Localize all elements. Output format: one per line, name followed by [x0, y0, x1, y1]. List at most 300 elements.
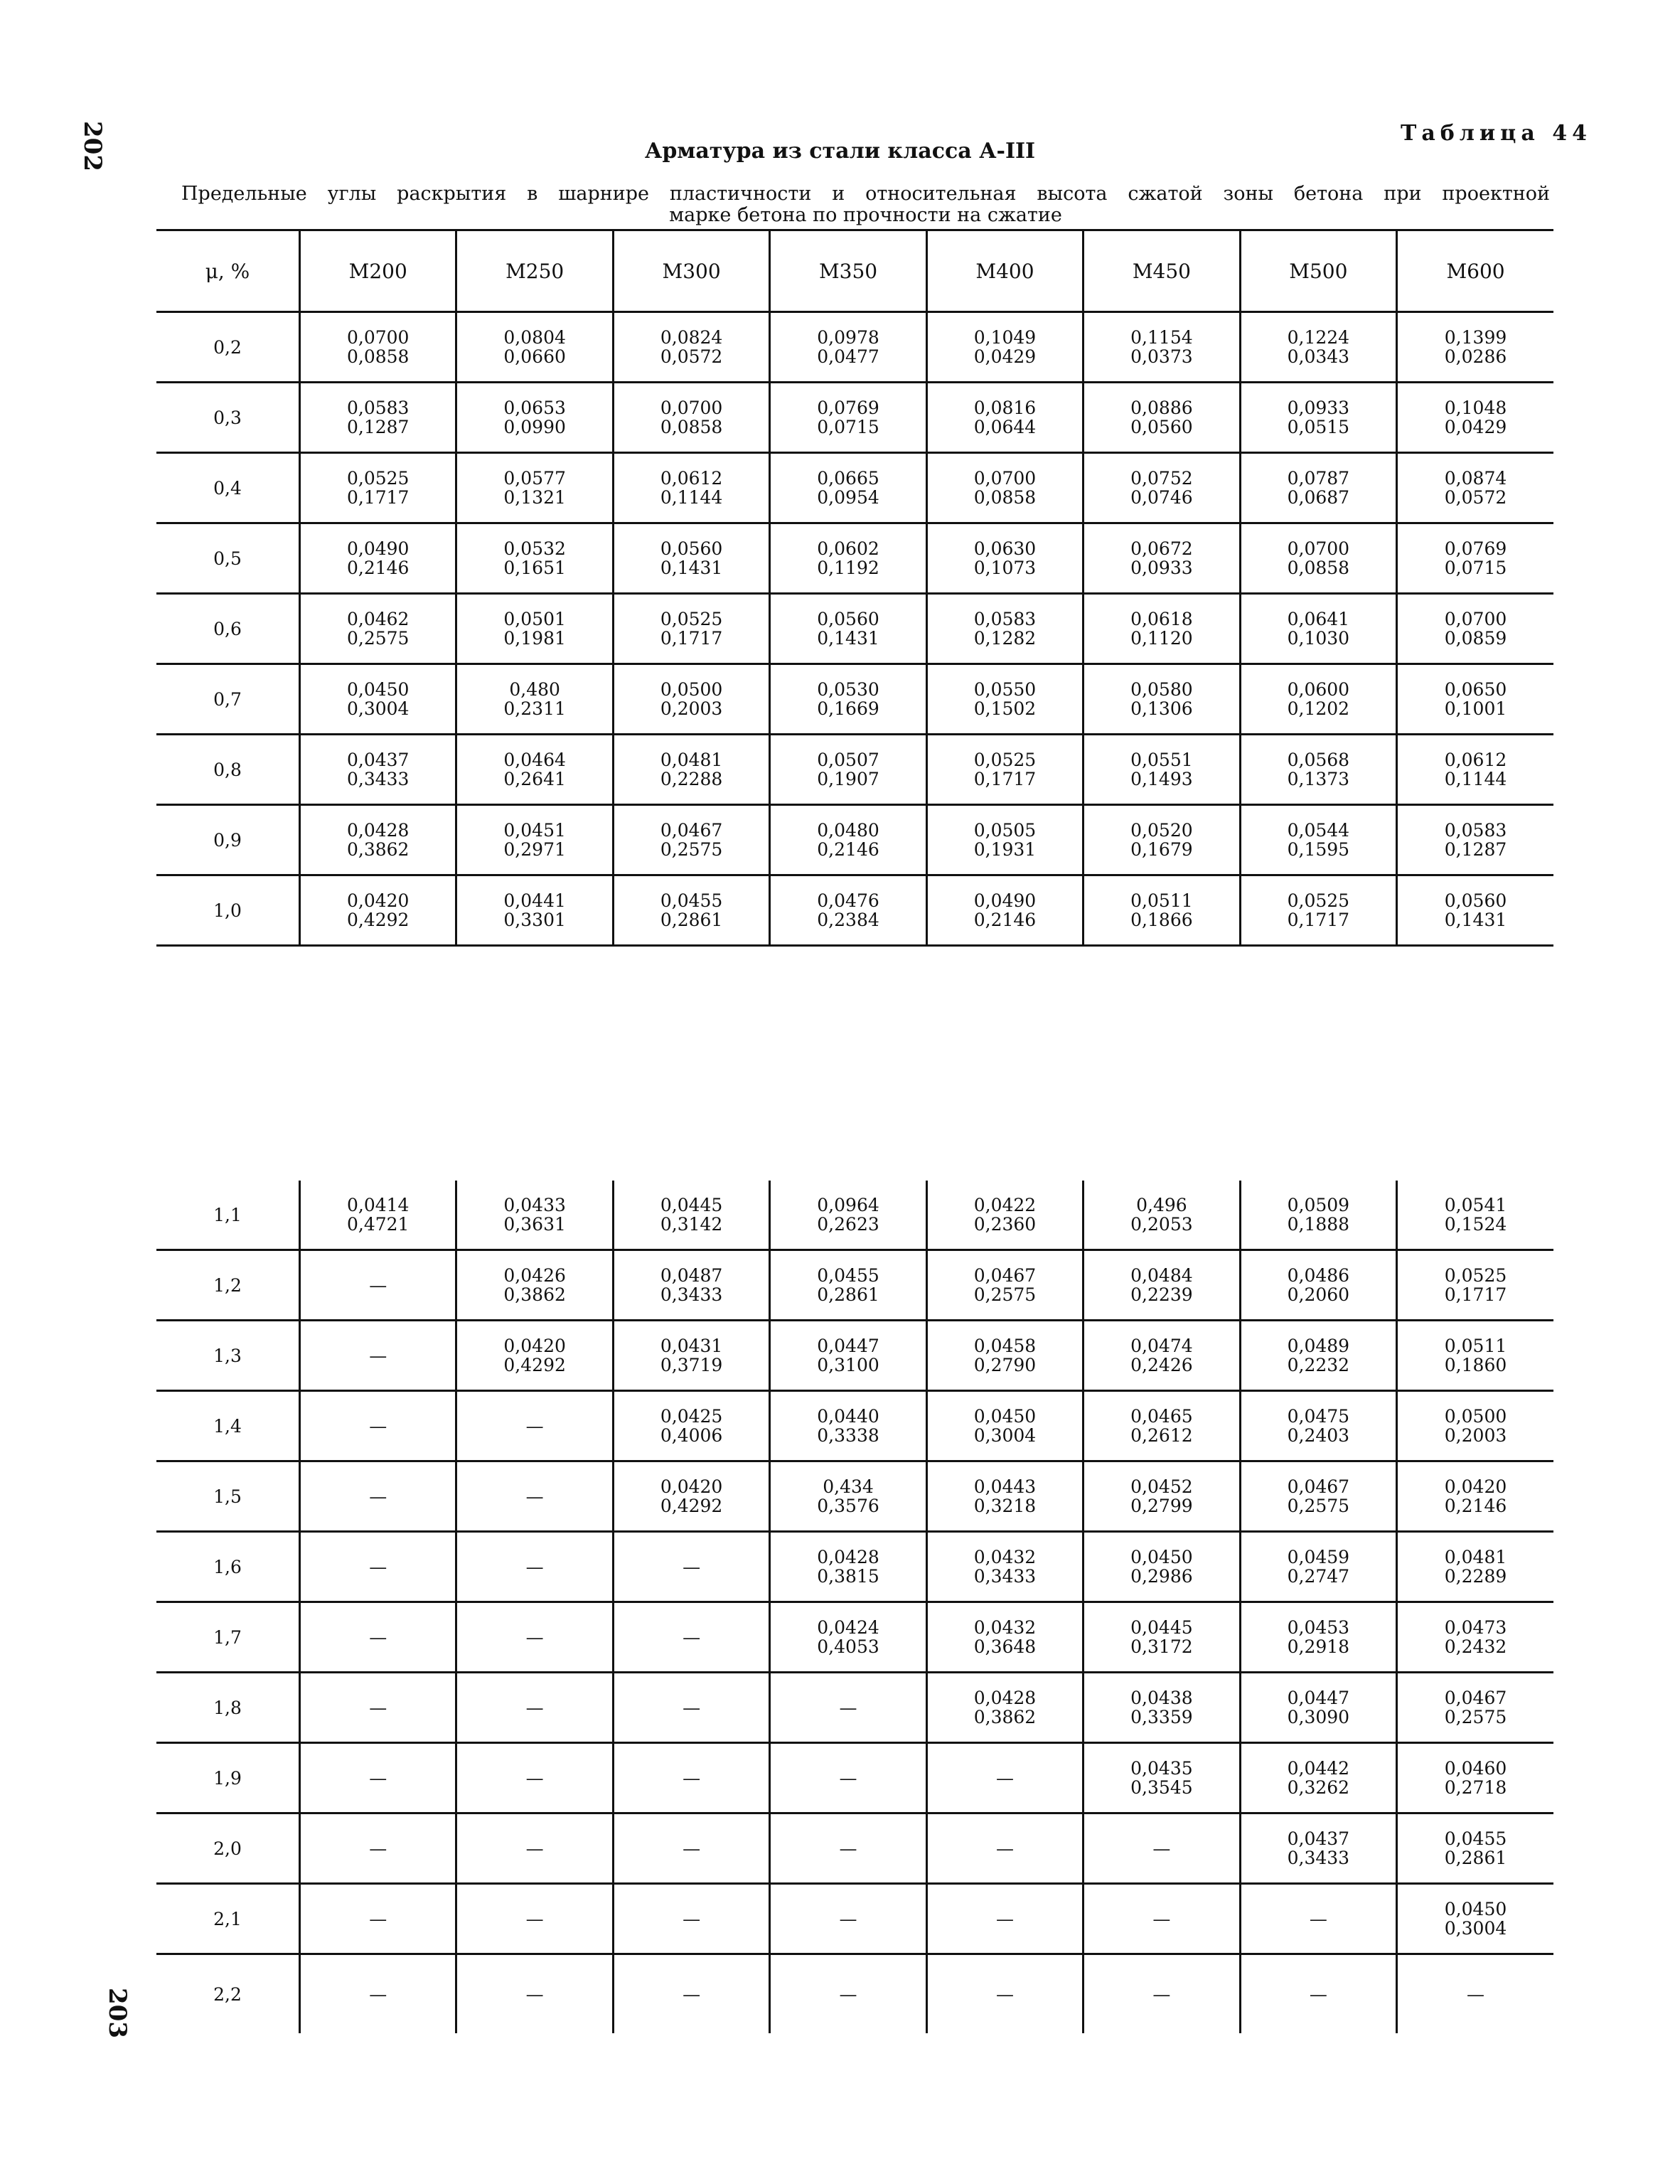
angle-value: 0,0874: [1444, 468, 1507, 489]
value-pair: [526, 1985, 544, 2004]
value-cell: [1084, 1321, 1240, 1391]
angle-value: 0,0432: [973, 1547, 1037, 1567]
value-cell: [1240, 1743, 1396, 1813]
value-cell: [613, 1602, 769, 1673]
angle-value: 0,0476: [817, 890, 879, 911]
value-cell: [770, 664, 926, 735]
height-value: 0,1030: [1287, 628, 1350, 649]
angle-value: 0,1154: [1130, 327, 1193, 348]
value-pair: [974, 328, 1036, 366]
value-cell: [770, 1461, 926, 1532]
value-pair: [817, 1266, 879, 1304]
height-value: 0,4292: [346, 910, 410, 930]
angle-value: 0,0530: [817, 679, 879, 700]
value-cell: [770, 312, 926, 383]
value-cell: [926, 453, 1083, 523]
value-cell: [1397, 1673, 1553, 1743]
angle-value: 0,0414: [346, 1195, 410, 1215]
value-pair: [1130, 1548, 1192, 1586]
height-value: 0,0858: [973, 487, 1037, 508]
angle-value: —: [525, 1626, 544, 1648]
value-cell: [770, 1954, 926, 2034]
angle-value: 0,0560: [817, 609, 879, 629]
page-number-top: 202: [78, 121, 107, 171]
value-pair: [1445, 469, 1507, 507]
value-cell: [1240, 1673, 1396, 1743]
table-row: [156, 1250, 1553, 1321]
value-cell: [456, 1743, 613, 1813]
value-cell: [613, 1461, 769, 1532]
angle-value: 0,0612: [660, 468, 723, 489]
mu-value-cell: 2,2: [213, 1983, 242, 2005]
value-pair: [660, 609, 722, 648]
value-pair: [1288, 539, 1349, 577]
page-number-bottom: 203: [103, 1988, 132, 2038]
height-value: 0,1202: [1287, 698, 1350, 719]
height-value: 0,2146: [1444, 1496, 1507, 1516]
angle-value: —: [839, 1838, 857, 1859]
header-m400: М400: [926, 230, 1083, 312]
value-cell: [300, 1673, 456, 1743]
value-cell: [613, 1743, 769, 1813]
mu-value-cell: 0,3: [156, 383, 300, 453]
height-value: 0,3815: [817, 1566, 879, 1587]
height-value: 0,0715: [1444, 558, 1507, 578]
height-value: 0,0859: [1444, 628, 1507, 649]
value-cell: [456, 1884, 613, 1954]
value-pair: [817, 609, 879, 648]
value-pair: [1130, 469, 1192, 507]
angle-value: 0,0435: [1130, 1758, 1193, 1779]
height-value: 0,0373: [1130, 346, 1193, 367]
mu-value-cell: 1,0: [156, 875, 300, 946]
value-cell: [1397, 383, 1553, 453]
angle-value: 0,1049: [973, 327, 1037, 348]
value-pair: [974, 1407, 1036, 1445]
value-cell: [926, 805, 1083, 875]
height-value: 0,3545: [1130, 1777, 1193, 1798]
value-cell: [926, 523, 1083, 594]
value-cell: [456, 875, 613, 946]
angle-value: 0,0487: [660, 1265, 723, 1286]
height-value: 0,1931: [973, 839, 1037, 860]
value-pair: [817, 1407, 879, 1445]
value-pair: [1310, 1985, 1327, 2004]
value-pair: [1445, 680, 1507, 718]
value-pair: [1130, 1688, 1192, 1727]
value-pair: [1288, 1266, 1349, 1304]
angle-value: 0,0474: [1130, 1336, 1193, 1356]
angle-value: 0,0467: [1287, 1476, 1350, 1497]
value-pair: [526, 1909, 544, 1929]
value-cell: [613, 1673, 769, 1743]
value-pair: [1445, 891, 1507, 929]
value-pair: [974, 821, 1036, 859]
value-pair: [347, 398, 409, 437]
value-cell: [1240, 1461, 1396, 1532]
height-value: 0,0858: [660, 417, 723, 437]
value-cell: [300, 805, 456, 875]
value-pair: [1288, 1336, 1349, 1375]
value-pair: [1445, 821, 1507, 859]
value-pair: [996, 1985, 1014, 2004]
value-cell: [770, 875, 926, 946]
value-pair: [526, 1839, 544, 1858]
mu-value-cell: 0,4: [156, 453, 300, 523]
value-pair: [1288, 1759, 1349, 1797]
angle-value: 0,0653: [503, 398, 566, 418]
value-cell: [1084, 805, 1240, 875]
value-cell: [300, 1391, 456, 1461]
height-value: 0,3004: [346, 698, 410, 719]
height-value: 0,2718: [1444, 1777, 1507, 1798]
angle-value: 0,0467: [973, 1265, 1037, 1286]
height-value: 0,1717: [1444, 1284, 1507, 1305]
height-value: 0,3862: [503, 1284, 566, 1305]
height-value: 0,2747: [1287, 1566, 1350, 1587]
value-cell: [1240, 1321, 1396, 1391]
height-value: 0,2384: [817, 910, 879, 930]
angle-value: 0,0425: [660, 1406, 723, 1427]
value-cell: [770, 1743, 926, 1813]
value-cell: [613, 312, 769, 383]
height-value: 0,2575: [660, 839, 723, 860]
value-cell: [456, 523, 613, 594]
height-value: 0,3172: [1130, 1636, 1193, 1657]
value-pair: [660, 539, 722, 577]
value-cell: [300, 1954, 456, 2034]
angle-value: 0,0455: [1444, 1828, 1507, 1849]
value-cell: [456, 1813, 613, 1884]
angle-value: 0,0420: [660, 1476, 723, 1497]
value-cell: [770, 1391, 926, 1461]
angle-value: 0,0459: [1287, 1547, 1350, 1567]
table-row: [156, 1532, 1553, 1602]
value-pair: [1130, 609, 1192, 648]
value-pair: [974, 680, 1036, 718]
value-cell: [1084, 664, 1240, 735]
value-cell: [456, 1461, 613, 1532]
angle-value: 0,0583: [973, 609, 1037, 629]
angle-value: 0,0437: [346, 750, 410, 770]
height-value: 0,3004: [973, 1425, 1037, 1446]
angle-value: 0,0641: [1287, 609, 1350, 629]
value-pair: [660, 469, 722, 507]
value-pair: [1130, 398, 1192, 437]
value-cell: [1084, 1813, 1240, 1884]
angle-value: —: [525, 1908, 544, 1929]
height-value: 0,2986: [1130, 1566, 1193, 1587]
value-cell: [1397, 1954, 1553, 2034]
angle-value: 0,0511: [1130, 890, 1193, 911]
height-value: 0,2432: [1444, 1636, 1507, 1657]
value-pair: [1288, 469, 1349, 507]
value-cell: [300, 1532, 456, 1602]
height-value: 0,1431: [1444, 910, 1507, 930]
value-pair: [369, 1276, 387, 1295]
value-pair: [817, 398, 879, 437]
table-row: [156, 523, 1553, 594]
value-cell: [1397, 523, 1553, 594]
height-value: 0,3433: [660, 1284, 723, 1305]
angle-value: 0,0486: [1287, 1265, 1350, 1286]
height-value: 0,3433: [346, 769, 410, 789]
value-pair: [1130, 328, 1192, 366]
mu-value-cell: 2,1: [156, 1884, 300, 1954]
value-cell: [1084, 1391, 1240, 1461]
value-pair: [817, 750, 879, 789]
value-cell: [456, 594, 613, 664]
mu-value-cell: 1,9: [156, 1743, 300, 1813]
value-pair: [1445, 1759, 1507, 1797]
height-value: 0,1717: [1287, 910, 1350, 930]
height-value: 0,1001: [1444, 698, 1507, 719]
height-value: 0,3301: [503, 910, 566, 930]
angle-value: 0,0568: [1287, 750, 1350, 770]
height-value: 0,2003: [660, 698, 723, 719]
angle-value: 0,0431: [660, 1336, 723, 1356]
value-cell: [456, 664, 613, 735]
angle-value: —: [369, 1345, 387, 1366]
angle-value: 0,0551: [1130, 750, 1193, 770]
value-cell: [1397, 875, 1553, 946]
value-pair: [974, 1548, 1036, 1586]
angle-value: 0,0441: [503, 890, 566, 911]
angle-value: —: [995, 1838, 1014, 1859]
angle-value: 0,0481: [1444, 1547, 1507, 1567]
height-value: 0,4721: [346, 1214, 410, 1235]
value-cell: [1397, 664, 1553, 735]
value-cell: [613, 453, 769, 523]
value-cell: [926, 594, 1083, 664]
height-value: 0,0858: [346, 346, 410, 367]
value-cell: [770, 1250, 926, 1321]
height-value: 0,1717: [973, 769, 1037, 789]
angle-value: 0,0525: [973, 750, 1037, 770]
height-value: 0,2971: [503, 839, 566, 860]
mu-value-cell: 1,2: [156, 1250, 300, 1321]
value-cell: [456, 453, 613, 523]
value-cell: [1084, 1884, 1240, 1954]
height-value: 0,0515: [1287, 417, 1350, 437]
height-value: 0,2790: [973, 1355, 1037, 1375]
value-cell: [1397, 1391, 1553, 1461]
value-pair: [1130, 1407, 1192, 1445]
value-pair: [974, 1688, 1036, 1727]
angle-value: 0,0577: [503, 468, 566, 489]
value-cell: [613, 1813, 769, 1884]
height-value: 0,2146: [346, 558, 410, 578]
angle-value: —: [683, 1838, 701, 1859]
value-pair: [503, 680, 565, 718]
value-cell: [1397, 1532, 1553, 1602]
header-m200: М200: [300, 230, 456, 312]
angle-value: —: [369, 1274, 387, 1296]
mu-value-cell: 1,4: [156, 1391, 300, 1461]
value-cell: [456, 1954, 613, 2034]
value-pair: [660, 821, 722, 859]
angle-value: —: [683, 1767, 701, 1789]
angle-value: 0,0816: [973, 398, 1037, 418]
value-pair: [503, 328, 565, 366]
table-title: Арматура из стали класса А-III: [644, 139, 1036, 164]
value-cell: [300, 1461, 456, 1532]
value-cell: [770, 1813, 926, 1884]
value-pair: [1288, 750, 1349, 789]
height-value: 0,1669: [817, 698, 879, 719]
value-pair: [1130, 821, 1192, 859]
value-cell: [1084, 1602, 1240, 1673]
angle-value: 0,0460: [1444, 1758, 1507, 1779]
table-row: [156, 594, 1553, 664]
value-pair: [974, 750, 1036, 789]
angle-value: —: [525, 1838, 544, 1859]
value-cell: [613, 664, 769, 735]
height-value: 0,1888: [1287, 1214, 1350, 1235]
height-value: 0,1144: [1444, 769, 1507, 789]
height-value: 0,3648: [973, 1636, 1037, 1657]
value-cell: [300, 1250, 456, 1321]
angle-value: —: [995, 1983, 1014, 2005]
value-cell: [1084, 594, 1240, 664]
value-cell: [300, 1743, 456, 1813]
value-cell: [613, 805, 769, 875]
height-value: 0,2575: [1287, 1496, 1350, 1516]
value-cell: [770, 735, 926, 805]
value-pair: [1445, 1336, 1507, 1375]
value-pair: [503, 1195, 565, 1234]
value-pair: [1288, 1829, 1349, 1868]
value-cell: [300, 875, 456, 946]
value-pair: [1288, 1688, 1349, 1727]
value-cell: [1240, 523, 1396, 594]
value-pair: [683, 1839, 700, 1858]
table-row: [156, 383, 1553, 453]
value-cell: [300, 594, 456, 664]
value-cell: [926, 1181, 1083, 1250]
value-cell: [613, 1884, 769, 1954]
value-cell: [456, 1250, 613, 1321]
angle-value: 0,0769: [817, 398, 879, 418]
height-value: 0,1679: [1130, 839, 1193, 860]
value-cell: [1397, 1250, 1553, 1321]
value-cell: [1084, 735, 1240, 805]
height-value: 0,3004: [1444, 1918, 1507, 1939]
value-cell: [1240, 312, 1396, 383]
value-cell: [1084, 453, 1240, 523]
angle-value: 0,0445: [1130, 1617, 1193, 1638]
angle-value: 0,0450: [973, 1406, 1037, 1427]
table-row: [156, 1813, 1553, 1884]
angle-value: 0,0501: [503, 609, 566, 629]
value-pair: [347, 539, 409, 577]
mu-value-cell: 1,5: [156, 1461, 300, 1532]
value-pair: [503, 469, 565, 507]
value-pair: [503, 609, 565, 648]
value-pair: [526, 1698, 544, 1717]
angle-value: —: [525, 1983, 544, 2005]
value-cell: [613, 1250, 769, 1321]
value-cell: [1084, 1673, 1240, 1743]
value-cell: [926, 1532, 1083, 1602]
value-pair: [1288, 1195, 1349, 1234]
angle-value: 0,0752: [1130, 468, 1193, 489]
angle-value: 0,0455: [817, 1265, 879, 1286]
height-value: 0,2288: [660, 769, 723, 789]
value-pair: [1445, 1829, 1507, 1868]
value-pair: [660, 1195, 722, 1234]
value-cell: [1084, 1250, 1240, 1321]
value-pair: [347, 891, 409, 929]
angle-value: —: [525, 1415, 544, 1437]
value-pair: [974, 891, 1036, 929]
angle-value: —: [369, 1697, 387, 1718]
height-value: 0,2232: [1287, 1355, 1350, 1375]
table-row: [156, 1954, 1553, 2034]
value-pair: [683, 1628, 700, 1647]
angle-value: —: [1467, 1983, 1485, 2005]
height-value: 0,0660: [503, 346, 566, 367]
value-cell: [770, 594, 926, 664]
value-cell: [300, 1813, 456, 1884]
height-value: 0,3359: [1130, 1707, 1193, 1727]
value-pair: [660, 750, 722, 789]
angle-value: 0,0445: [660, 1195, 723, 1215]
angle-value: 0,0700: [973, 468, 1037, 489]
angle-value: 0,0769: [1444, 538, 1507, 559]
value-pair: [1445, 1266, 1507, 1304]
value-pair: [817, 1618, 879, 1656]
header-m600: М600: [1397, 230, 1553, 312]
value-pair: [503, 539, 565, 577]
height-value: 0,2861: [817, 1284, 879, 1305]
height-value: 0,1907: [817, 769, 879, 789]
value-cell: [1084, 1461, 1240, 1532]
height-value: 0,0644: [973, 417, 1037, 437]
value-pair: [369, 1557, 387, 1577]
value-cell: [926, 664, 1083, 735]
height-value: 0,1282: [973, 628, 1037, 649]
height-value: 0,0429: [1444, 417, 1507, 437]
value-cell: [770, 1532, 926, 1602]
value-pair: [1445, 1688, 1507, 1727]
value-cell: [456, 312, 613, 383]
header-m450: М450: [1084, 230, 1240, 312]
value-cell: [770, 1181, 926, 1250]
height-value: 0,1321: [503, 487, 566, 508]
value-pair: [1445, 1900, 1507, 1938]
angle-value: 0,0500: [1444, 1406, 1507, 1427]
angle-value: 0,0432: [973, 1617, 1037, 1638]
mu-value-cell: 1,3: [156, 1321, 300, 1391]
value-pair: [840, 1839, 857, 1858]
table-row: [156, 735, 1553, 805]
angle-value: 0,0511: [1444, 1336, 1507, 1356]
value-cell: [300, 1884, 456, 1954]
value-pair: [817, 821, 879, 859]
angle-value: —: [369, 1626, 387, 1648]
height-value: 0,0933: [1130, 558, 1193, 578]
value-cell: [926, 312, 1083, 383]
value-cell: [1240, 383, 1396, 453]
angle-value: 0,0447: [1287, 1688, 1350, 1708]
height-value: 0,1431: [817, 628, 879, 649]
angle-value: 0,0467: [660, 820, 723, 841]
value-cell: [1084, 1743, 1240, 1813]
angle-value: —: [369, 1983, 387, 2005]
mu-value-cell: 2,0: [156, 1813, 300, 1884]
value-pair: [840, 1769, 857, 1788]
